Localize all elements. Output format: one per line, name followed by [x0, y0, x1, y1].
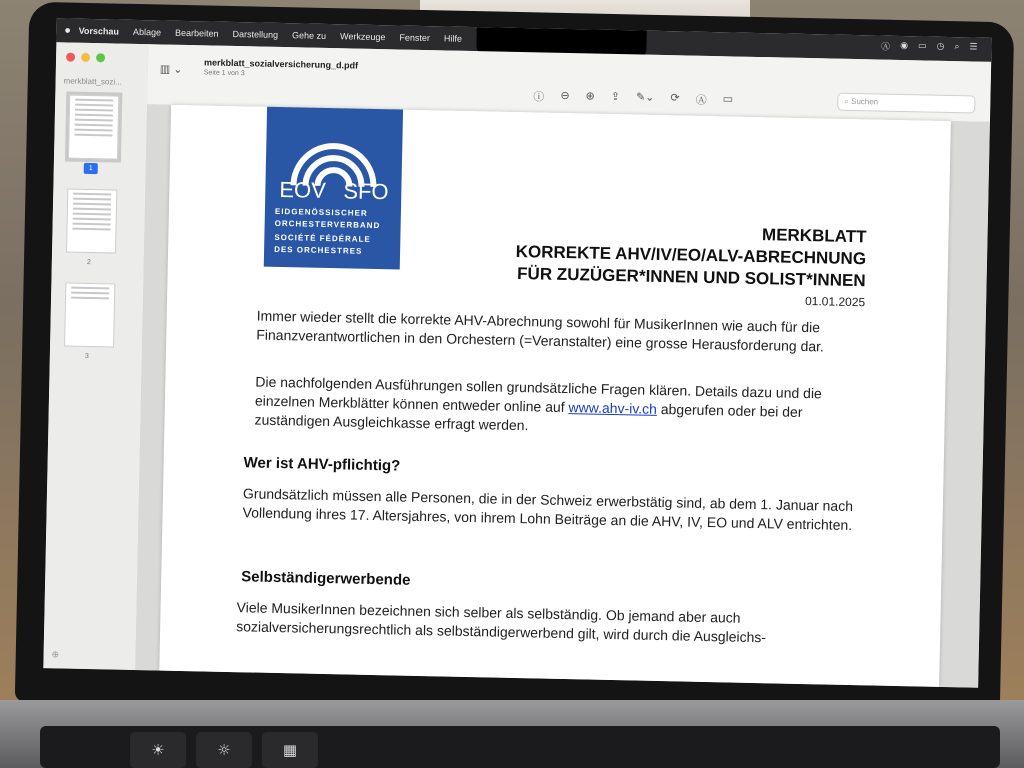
- brightness-down-key[interactable]: ☀: [130, 732, 186, 768]
- menu-item-bearbeiten[interactable]: Bearbeiten: [174, 27, 219, 39]
- document-date: 01.01.2025: [804, 294, 866, 310]
- document-viewport[interactable]: [135, 104, 990, 688]
- search-placeholder: Suchen: [850, 96, 879, 107]
- close-icon[interactable]: [66, 52, 75, 61]
- ahv-iv-link[interactable]: www.ahv-iv.ch: [568, 399, 658, 417]
- paragraph-details-start: Die nachfolgenden Ausführungen sollen grundsätzliche Fragen klären. Details dazu und die einzelnen Merkblätter können entweder online auf: [254, 373, 822, 416]
- sidebar-add-icon[interactable]: ⊕: [51, 649, 60, 660]
- share-icon[interactable]: ⇪: [610, 90, 621, 104]
- menu-item-gehe-zu[interactable]: Gehe zu: [291, 30, 327, 41]
- user-icon[interactable]: ◉: [900, 39, 909, 51]
- sidebar-title: merkblatt_sozi...: [63, 76, 122, 87]
- apple-menu-icon[interactable]: ●: [64, 24, 72, 37]
- page-number-3: 3: [84, 352, 89, 361]
- page-number-1: 1: [84, 163, 98, 174]
- zoom-out-icon[interactable]: ⊖: [560, 89, 570, 103]
- section-title-selbstaendig: Selbständigerwerbende: [241, 568, 411, 589]
- logo-line-1: EIDGENÖSSISCHER: [274, 206, 368, 218]
- logo-abbr-eov: EOV: [279, 176, 327, 203]
- clock-icon[interactable]: ◷: [936, 40, 945, 51]
- zoom-in-icon[interactable]: ⊕: [585, 90, 595, 103]
- mission-control-key[interactable]: ▦: [262, 732, 318, 768]
- screen: [43, 18, 991, 687]
- annotate-icon[interactable]: Ⓐ: [695, 94, 707, 107]
- menu-item-ablage[interactable]: Ablage: [132, 26, 162, 38]
- paragraph-intro: Immer wieder stellt die korrekte AHV-Abrechnung sowohl für MusikerInnen wie auch für die Finanzverantwortlichen in den Orchestern (=Veranstalter) eine grosse Herausforderung dar.: [256, 307, 825, 355]
- minimize-icon[interactable]: [81, 53, 90, 62]
- page-number-2: 2: [86, 258, 91, 267]
- logo-line-2: ORCHESTERVERBAND: [274, 218, 381, 231]
- page-thumbnail-3[interactable]: [64, 283, 115, 348]
- page-thumbnail-2[interactable]: [66, 189, 117, 254]
- heading-zuzueger: FÜR ZUZÜGER*INNEN UND SOLIST*INNEN: [516, 263, 866, 291]
- heading-merkblatt: MERKBLATT: [761, 225, 867, 247]
- window-controls: [66, 52, 105, 62]
- menu-item-werkzeuge[interactable]: Werkzeuge: [339, 31, 386, 43]
- logo-line-4: DES ORCHESTRES: [274, 244, 363, 256]
- paragraph-ahv-pflichtig: Grundsätzlich müssen alle Personen, die in der Schweiz erwerbstätig sind, ab dem 1. Januar nach Vollendung ihres 17. Altersjahres, von ihrem Lohn Beiträge an die AHV, IV, EO und ALV entrichten.: [242, 485, 854, 534]
- heading-abrechnung: KORREKTE AHV/IV/EO/ALV-ABRECHNUNG: [515, 241, 867, 269]
- paragraph-details-end: abgerufen oder bei der zuständigen Ausgleichkasse erfragt werden.: [254, 400, 803, 434]
- menu-item-darstellung[interactable]: Darstellung: [232, 28, 279, 40]
- brightness-up-key[interactable]: ☼: [196, 732, 252, 768]
- page-indicator: Seite 1 von 3: [203, 69, 245, 78]
- info-icon[interactable]: ⓘ: [533, 91, 545, 104]
- toolbar-icons: [533, 88, 733, 108]
- search-input[interactable]: ⌕ Suchen: [837, 93, 975, 114]
- status-icons: [881, 40, 978, 55]
- page-thumbnail-1[interactable]: [68, 95, 119, 160]
- paragraph-selbstaendig: Viele MusikerInnen bezeichnen sich selber als selbständig. Ob jemand aber auch sozialversicherungsrechtlich als selbständigerwerbend gilt, wird durch die Ausgleichs-: [236, 599, 767, 646]
- menu-item-hilfe[interactable]: Hilfe: [443, 33, 463, 44]
- paragraph-details: [254, 373, 875, 443]
- markup-pen-icon[interactable]: ✎⌄: [635, 91, 655, 104]
- menu-app-name[interactable]: Vorschau: [78, 25, 120, 37]
- logo-line-3: SOCIÉTÉ FÉDÉRALE: [274, 232, 371, 244]
- battery-icon[interactable]: ▭: [917, 40, 927, 51]
- rotate-icon[interactable]: ⟳: [670, 92, 680, 105]
- sidebar-toggle-icon[interactable]: ▥ ⌄: [159, 63, 183, 76]
- thumbnail-sidebar: [43, 42, 149, 670]
- pdf-page: [159, 105, 951, 687]
- menu-item-fenster[interactable]: Fenster: [399, 32, 431, 44]
- section-title-ahv-pflichtig: Wer ist AHV-pflichtig?: [243, 454, 401, 475]
- input-source-icon[interactable]: Ⓐ: [881, 41, 891, 52]
- document-filename: merkblatt_sozialversicherung_d.pdf: [203, 57, 359, 71]
- zoom-icon[interactable]: [96, 53, 105, 62]
- control-center-icon[interactable]: ☰: [969, 41, 978, 52]
- form-fill-icon[interactable]: ▭: [722, 93, 734, 106]
- logo-abbr-sfo: SFO: [343, 178, 389, 205]
- eov-sfo-logo: [264, 107, 403, 270]
- spotlight-search-icon[interactable]: ⌕: [954, 41, 960, 52]
